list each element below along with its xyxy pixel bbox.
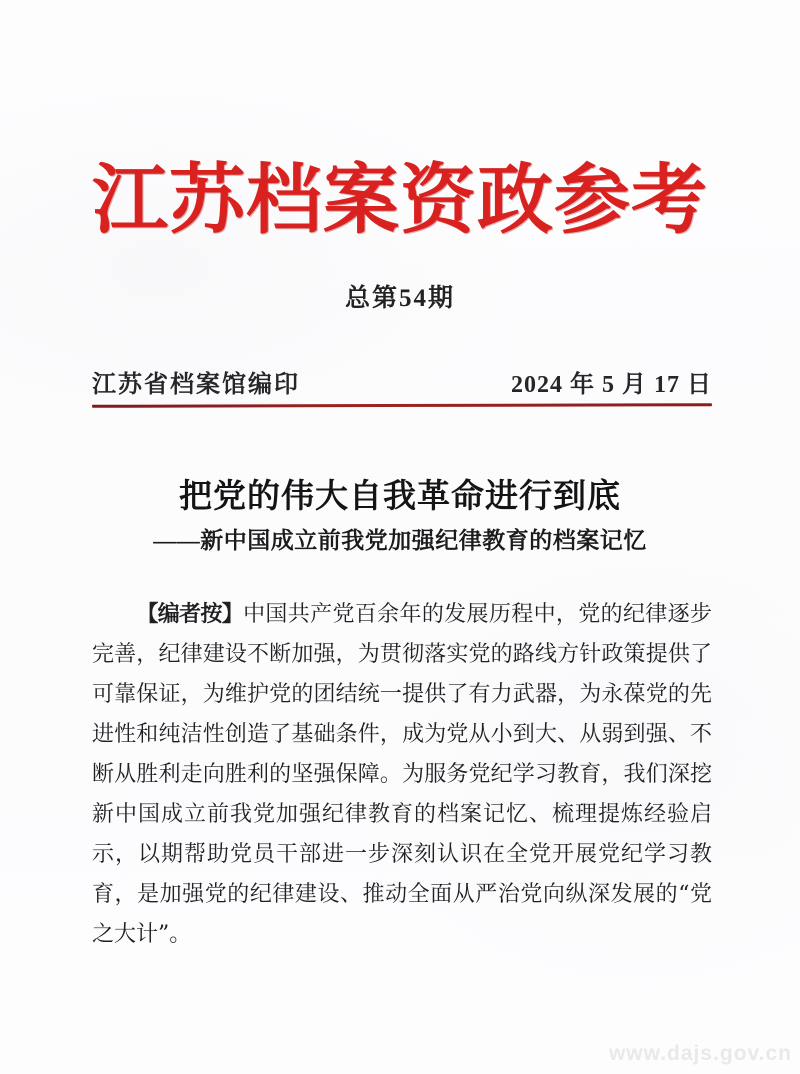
red-divider-rule	[92, 403, 712, 408]
publisher-name: 江苏省档案馆编印	[92, 372, 300, 398]
body-line-3: 可靠保证，为维护党的团结统一提供了有力武器，为永葆党的先	[92, 682, 712, 707]
article-title: 把党的伟大自我革命进行到底	[179, 476, 621, 515]
publish-date: 2024 年 5 月 17 日	[511, 372, 712, 398]
masthead-title: 江苏档案资政参考	[92, 155, 708, 244]
body-line-7: 示，以期帮助党员干部进一步深刻认识在全党开展党纪学习教	[92, 842, 712, 867]
body-line-9: 之大计”。	[92, 922, 192, 947]
site-watermark: www.dajs.gov.cn	[608, 1042, 792, 1065]
body-line-1	[92, 594, 712, 635]
body-line-6: 新中国成立前我党加强纪律教育的档案记忆、梳理提炼经验启	[92, 802, 712, 827]
body-line-8: 育，是加强党的纪律建设、推动全面从严治党向纵深发展的“党	[92, 882, 712, 907]
body-line-1-text: 中国共产党百余年的发展历程中，党的纪律逐步	[243, 602, 712, 627]
body-line-5: 断从胜利走向胜利的坚强保障。为服务党纪学习教育，我们深挖	[92, 762, 712, 787]
article-body	[92, 594, 712, 955]
meta-row	[92, 364, 712, 399]
body-line-2: 完善，纪律建设不断加强，为贯彻落实党的路线方针政策提供了	[92, 642, 712, 667]
issue-number: 总第54期	[344, 285, 455, 312]
editor-note-label: 【编者按】	[136, 601, 244, 626]
body-line-4: 进性和纯洁性创造了基础条件，成为党从小到大、从弱到强、不	[92, 722, 712, 747]
article-subtitle: ——新中国成立前我党加强纪律教育的档案记忆	[153, 528, 647, 553]
